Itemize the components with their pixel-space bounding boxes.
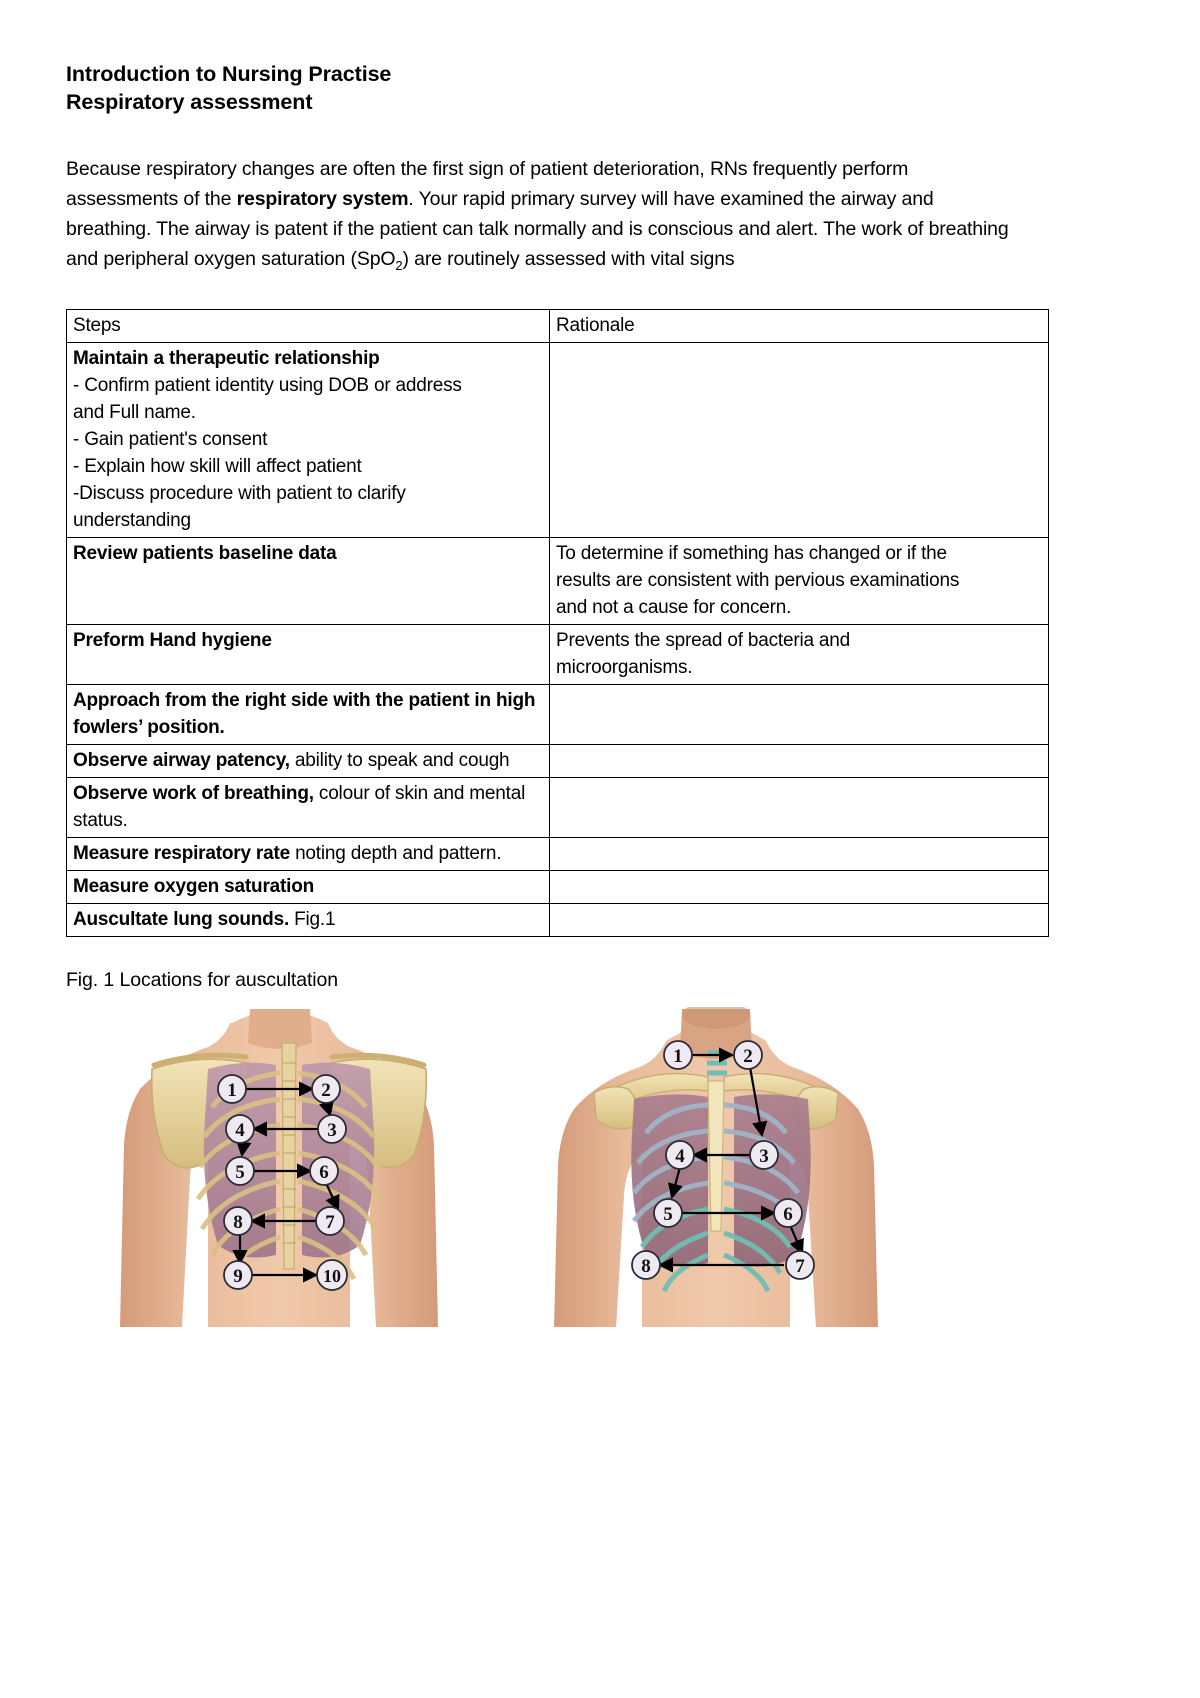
step-cell <box>67 684 550 744</box>
intro-text-part2: . Your rapid primary survey will have examined the airway and breathing. The airway is patent if the patient can talk normally and is conscious and alert. The work of breathing and peripheral oxygen saturation (SpO <box>66 188 1009 270</box>
step-detail: Fig.1 <box>289 908 336 930</box>
svg-text:5: 5 <box>235 1161 245 1183</box>
column-header-rationale: Rationale <box>550 309 1049 342</box>
auscultation-point-3 <box>318 1115 346 1143</box>
intro-paragraph <box>66 154 1022 281</box>
step-cell <box>67 537 550 624</box>
figure-caption: Fig. 1 Locations for auscultation <box>66 968 339 991</box>
rationale-cell-empty <box>550 837 1049 870</box>
table-row <box>67 777 1049 837</box>
auscultation-point-4 <box>666 1141 694 1169</box>
step-title: Approach from the right side with the patient in high fowlers’ position. <box>73 689 536 738</box>
auscultation-point-7 <box>316 1207 344 1235</box>
svg-text:6: 6 <box>783 1203 793 1225</box>
svg-text:6: 6 <box>319 1161 329 1183</box>
intro-bold-term: respiratory system <box>236 188 409 210</box>
step-cell <box>67 837 550 870</box>
step-title: Preform Hand hygiene <box>73 629 272 651</box>
svg-text:3: 3 <box>327 1119 337 1141</box>
auscultation-point-3 <box>750 1141 778 1169</box>
auscultation-point-4 <box>226 1115 254 1143</box>
table-row <box>67 903 1049 936</box>
step-detail-line: -Discuss procedure with patient to clarify <box>73 482 406 504</box>
rationale-cell-empty <box>550 870 1049 903</box>
table-row <box>67 624 1049 684</box>
step-cell <box>67 342 550 537</box>
step-detail: colour of skin and mental status. <box>73 782 526 831</box>
step-detail-line: - Confirm patient identity using DOB or address <box>73 374 462 396</box>
step-cell <box>67 624 550 684</box>
table-row <box>67 537 1049 624</box>
step-title: Observe work of breathing, <box>73 782 314 804</box>
table-body <box>67 309 1049 936</box>
rationale-cell-empty <box>550 903 1049 936</box>
rationale-cell-empty <box>550 744 1049 777</box>
step-title: Auscultate lung sounds. <box>73 908 290 930</box>
auscultation-point-1 <box>218 1075 246 1103</box>
spo2-subscript: 2 <box>395 257 403 273</box>
anterior-chest-auscultation-diagram <box>536 1007 906 1327</box>
neck-shape <box>248 1009 312 1049</box>
auscultation-point-6 <box>310 1157 338 1185</box>
rationale-cell-empty <box>550 684 1049 744</box>
intro-text-part1: Because respiratory changes are often the first sign of patient deterioration, RNs frequently perform assessments of the <box>66 158 909 210</box>
rationale-line: and not a cause for concern. <box>556 596 792 618</box>
figure-image-group <box>66 1007 1022 1327</box>
rationale-cell <box>550 537 1049 624</box>
table-row <box>67 837 1049 870</box>
table-row <box>67 744 1049 777</box>
auscultation-point-7 <box>786 1251 814 1279</box>
table-header-row <box>67 309 1049 342</box>
intro-text-part3: ) are routinely assessed with vital signs <box>402 248 735 270</box>
step-title: Measure respiratory rate <box>73 842 290 864</box>
step-title: Observe airway patency, <box>73 749 290 771</box>
svg-text:5: 5 <box>663 1203 673 1225</box>
document-content <box>66 60 1022 1327</box>
auscultation-point-8 <box>632 1251 660 1279</box>
auscultation-point-9 <box>224 1261 252 1289</box>
step-cell <box>67 903 550 936</box>
svg-text:9: 9 <box>233 1265 243 1287</box>
steps-rationale-table <box>66 309 1049 937</box>
auscultation-point-10 <box>317 1260 347 1290</box>
rationale-cell-empty <box>550 342 1049 537</box>
svg-text:7: 7 <box>325 1211 335 1233</box>
auscultation-point-1 <box>664 1041 692 1069</box>
step-detail-line: and Full name. <box>73 401 196 423</box>
auscultation-point-6 <box>774 1199 802 1227</box>
step-title: Measure oxygen saturation <box>73 875 315 897</box>
svg-text:2: 2 <box>321 1079 331 1101</box>
svg-text:2: 2 <box>743 1045 753 1067</box>
step-detail-line: - Explain how skill will affect patient <box>73 455 362 477</box>
table-row <box>67 870 1049 903</box>
step-cell <box>67 744 550 777</box>
rationale-line: Prevents the spread of bacteria and <box>556 629 851 651</box>
step-cell <box>67 777 550 837</box>
page-subtitle: Respiratory assessment <box>66 90 313 114</box>
auscultation-point-5 <box>654 1199 682 1227</box>
table-row <box>67 342 1049 537</box>
posterior-chest-auscultation-diagram <box>104 1007 474 1327</box>
svg-text:1: 1 <box>227 1079 237 1101</box>
step-cell <box>67 870 550 903</box>
page-title: Introduction to Nursing Practise <box>66 62 392 86</box>
svg-text:4: 4 <box>675 1145 685 1167</box>
anterior-anatomy-illustration <box>536 1007 906 1327</box>
svg-text:8: 8 <box>233 1211 243 1233</box>
rationale-cell <box>550 624 1049 684</box>
svg-text:4: 4 <box>235 1119 245 1141</box>
svg-text:3: 3 <box>759 1145 769 1167</box>
auscultation-point-8 <box>224 1207 252 1235</box>
step-detail-line: understanding <box>73 509 191 531</box>
step-title: Maintain a therapeutic relationship <box>73 347 380 369</box>
svg-text:7: 7 <box>795 1255 805 1277</box>
svg-text:8: 8 <box>641 1255 651 1277</box>
rationale-line: results are consistent with pervious examinations <box>556 569 960 591</box>
auscultation-point-2 <box>312 1075 340 1103</box>
column-header-steps: Steps <box>67 309 550 342</box>
table-row <box>67 684 1049 744</box>
rationale-line: To determine if something has changed or if the <box>556 542 947 564</box>
rationale-cell-empty <box>550 777 1049 837</box>
svg-text:10: 10 <box>323 1265 341 1286</box>
step-title: Review patients baseline data <box>73 542 337 564</box>
step-detail-line: - Gain patient's consent <box>73 428 268 450</box>
svg-text:1: 1 <box>673 1045 683 1067</box>
step-detail: noting depth and pattern. <box>289 842 502 864</box>
step-detail: ability to speak and cough <box>289 749 510 771</box>
rationale-line: microorganisms. <box>556 656 693 678</box>
spine-shape <box>282 1043 296 1269</box>
left-shoulder-bone <box>594 1087 637 1129</box>
auscultation-point-5 <box>226 1157 254 1185</box>
posterior-anatomy-illustration <box>104 1007 474 1327</box>
auscultation-point-2 <box>734 1041 762 1069</box>
